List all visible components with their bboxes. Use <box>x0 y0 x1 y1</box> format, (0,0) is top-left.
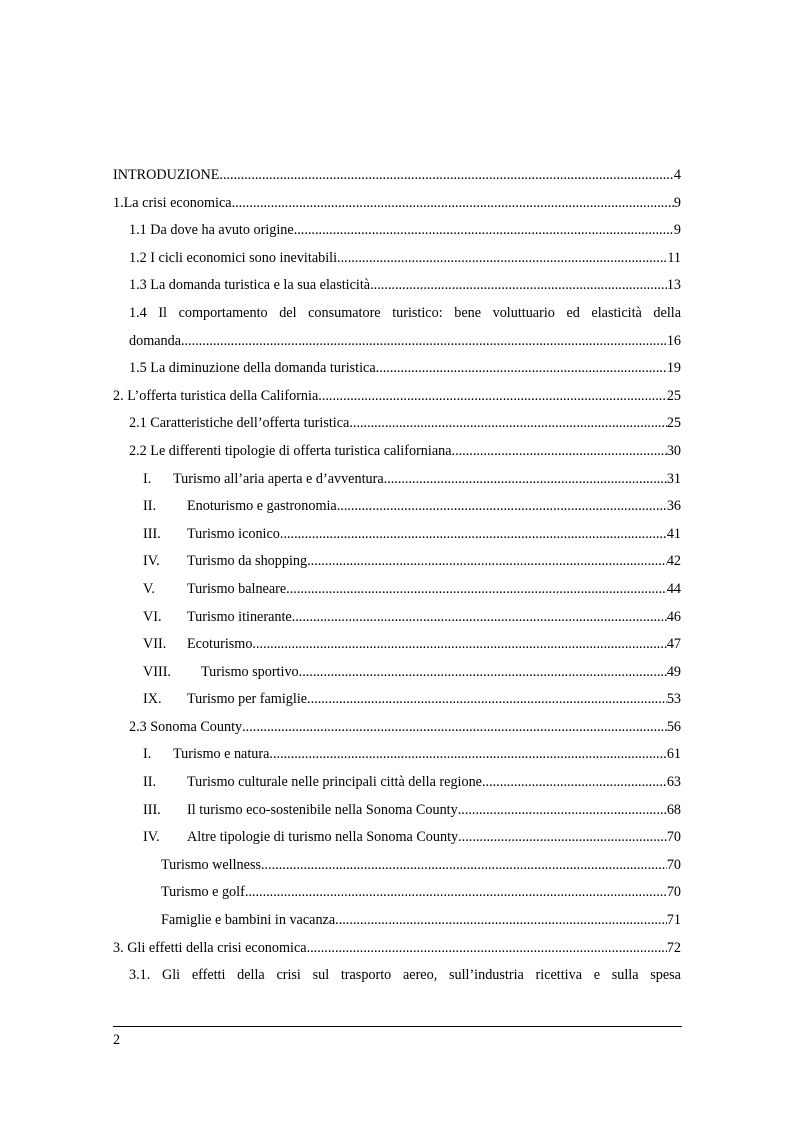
toc-entry-2-2-ix[interactable] <box>113 686 681 714</box>
toc-entry-number: V. <box>143 580 155 597</box>
toc-leader-dots <box>245 879 667 907</box>
toc-leader-dots <box>299 659 667 687</box>
toc-entry-page: 49 <box>666 663 681 680</box>
toc-entry-golf[interactable] <box>113 879 681 907</box>
toc-entry-title: Turismo iconico <box>187 525 280 542</box>
toc-entry-title: Ecoturismo. <box>187 636 256 653</box>
toc-entry-number: IV. <box>143 553 160 570</box>
toc-entry-title: 1.1 Da dove ha avuto origine <box>129 222 294 239</box>
toc-entry-title: Enoturismo e gastronomia. <box>187 498 341 515</box>
toc-entry-page: 68 <box>666 801 681 818</box>
toc-entry-title: Turismo sportivo <box>201 663 299 680</box>
toc-entry-number: III. <box>143 525 161 542</box>
toc-entry-number: I. <box>143 746 152 763</box>
toc-word: elasticità <box>591 304 642 321</box>
toc-word: ricettiva <box>535 967 583 984</box>
toc-entry-number: II. <box>143 774 156 791</box>
toc-leader-dots <box>219 162 674 190</box>
toc-entry-1-5[interactable] <box>113 355 681 383</box>
toc-word: turistico: <box>392 304 443 321</box>
toc-leader-dots <box>458 797 667 825</box>
toc-entry-title: 2.3 Sonoma County <box>129 718 243 735</box>
toc-leader-dots <box>452 438 667 466</box>
toc-entry-1-2[interactable] <box>113 245 681 273</box>
toc-entry-2-2-vi[interactable] <box>113 604 681 632</box>
toc-entry-page: 36 <box>666 498 681 515</box>
toc-leader-dots <box>337 245 667 273</box>
toc-entry-chapter-2[interactable] <box>113 383 681 411</box>
toc-entry-page: 31 <box>666 470 681 487</box>
toc-entry-2-2-ii[interactable] <box>113 493 681 521</box>
toc-word: della <box>653 304 681 321</box>
toc-word: consumatore <box>308 304 381 321</box>
toc-leader-dots <box>376 355 667 383</box>
toc-entry-title: Turismo itinerante. <box>187 608 296 625</box>
toc-entry-title: Turismo wellness <box>161 856 261 873</box>
toc-word: Il <box>158 304 167 321</box>
footer-rule <box>113 1026 682 1027</box>
toc-word: della <box>237 967 265 984</box>
toc-leader-dots <box>458 824 667 852</box>
toc-entry-page: 25 <box>666 415 681 432</box>
toc-word: aereo, <box>402 967 438 984</box>
toc-entry-number: VII. <box>143 636 167 653</box>
toc-entry-title: Altre tipologie di turismo nella Sonoma County <box>187 829 459 846</box>
toc-leader-dots <box>269 741 666 769</box>
toc-entry-1-3[interactable] <box>113 272 681 300</box>
table-of-contents <box>113 162 681 990</box>
page-number: 2 <box>113 1032 121 1048</box>
toc-leader-dots <box>232 190 674 218</box>
toc-entry-chapter-1[interactable] <box>113 190 681 218</box>
toc-leader-dots <box>349 410 666 438</box>
toc-entry-page: 9 <box>673 222 681 239</box>
toc-leader-dots <box>311 548 667 576</box>
toc-entry-title: 2. L’offerta turistica della California <box>113 387 319 404</box>
toc-entry-title: Turismo da shopping. <box>187 553 311 570</box>
toc-entry-title: 3. Gli effetti della crisi economica <box>113 939 307 956</box>
toc-entry-page: 30 <box>666 442 681 459</box>
toc-entry-2-2-iii[interactable] <box>113 521 681 549</box>
toc-entry-page: 25 <box>666 387 681 404</box>
toc-entry-title: Turismo balneare. <box>187 580 290 597</box>
toc-entry-title: Il turismo eco-sostenibile nella Sonoma County <box>187 801 458 818</box>
toc-entry-page: 46 <box>666 608 681 625</box>
toc-word: ed <box>566 304 580 321</box>
toc-word: 1.4 <box>129 304 147 321</box>
toc-word: del <box>279 304 297 321</box>
toc-entry-title: 2.2 Le differenti tipologie di offerta turistica californiana <box>129 442 452 459</box>
toc-entry-introduzione[interactable] <box>113 162 681 190</box>
toc-leader-dots <box>242 714 667 742</box>
toc-leader-dots <box>290 576 667 604</box>
toc-word: comportamento <box>178 304 268 321</box>
toc-word: voluttuario <box>492 304 555 321</box>
toc-entry-number: IV. <box>143 829 160 846</box>
toc-entry-page: 61 <box>666 746 681 763</box>
toc-entry-page: 19 <box>666 360 681 377</box>
toc-entry-2-2-vii[interactable] <box>113 631 681 659</box>
toc-entry-famiglie[interactable] <box>113 907 681 935</box>
toc-entry-2-2-i[interactable] <box>113 466 681 494</box>
toc-entry-title: Turismo per famiglie. <box>187 691 311 708</box>
toc-entry-page: 63 <box>666 774 681 791</box>
toc-leader-dots <box>295 604 667 632</box>
toc-entry-title: Turismo e golf <box>161 884 245 901</box>
toc-entry-chapter-3[interactable] <box>113 935 681 963</box>
toc-entry-page: 53 <box>666 691 681 708</box>
toc-entry-page: 71 <box>666 912 681 929</box>
toc-entry-page: 11 <box>667 249 681 266</box>
toc-word: sull’industria <box>448 967 524 984</box>
toc-leader-dots <box>482 769 667 797</box>
toc-leader-dots <box>311 686 667 714</box>
toc-leader-dots <box>370 272 667 300</box>
toc-leader-dots <box>335 907 667 935</box>
toc-entry-page: 70 <box>666 884 681 901</box>
toc-word: sul <box>312 967 330 984</box>
toc-entry-title: domanda <box>129 332 182 349</box>
toc-entry-2-3-iv[interactable] <box>113 824 681 852</box>
toc-leader-dots <box>307 935 667 963</box>
toc-entry-page: 56 <box>666 718 681 735</box>
toc-entry-1-4-line2[interactable] <box>113 328 681 356</box>
toc-entry-page: 70 <box>666 856 681 873</box>
toc-word: Gli <box>161 967 181 984</box>
toc-entry-page: 41 <box>666 525 681 542</box>
toc-word: bene <box>454 304 482 321</box>
toc-entry-2-2-iv[interactable] <box>113 548 681 576</box>
toc-entry-number: VIII. <box>143 663 171 680</box>
toc-entry-title: Turismo culturale nelle principali città della regione <box>187 774 482 791</box>
toc-entry-page: 13 <box>666 277 681 294</box>
toc-leader-dots <box>340 493 667 521</box>
toc-word: effetti <box>191 967 226 984</box>
toc-entry-1-4-line1[interactable] <box>113 300 681 328</box>
toc-entry-title: INTRODUZIONE <box>113 167 220 183</box>
toc-entry-2-3-ii[interactable] <box>113 769 681 797</box>
toc-entry-page: 16 <box>666 332 681 349</box>
toc-leader-dots <box>318 383 667 411</box>
toc-entry-title: 1.3 La domanda turistica e la sua elasticità <box>129 277 371 294</box>
toc-entry-2-3-iii[interactable] <box>113 797 681 825</box>
toc-entry-number: II. <box>143 498 156 515</box>
toc-entry-page: 47 <box>666 636 681 653</box>
toc-entry-number: III. <box>143 801 161 818</box>
toc-entry-2-3[interactable] <box>113 714 681 742</box>
toc-entry-number: VI. <box>143 608 162 625</box>
toc-leader-dots <box>261 852 667 880</box>
toc-entry-page: 44 <box>666 580 681 597</box>
toc-entry-number: I. <box>143 470 152 487</box>
toc-word: crisi <box>276 967 301 984</box>
toc-entry-title: Turismo e natura <box>173 746 270 763</box>
toc-leader-dots <box>280 521 667 549</box>
toc-entry-page: 70 <box>666 829 681 846</box>
toc-leader-dots <box>387 466 667 494</box>
toc-entry-title: 2.1 Caratteristiche dell’offerta turistica <box>129 415 350 432</box>
toc-entry-page: 72 <box>666 939 681 956</box>
toc-entry-title: Famiglie e bambini in vacanza <box>161 912 336 929</box>
toc-entry-number: IX. <box>143 691 162 708</box>
toc-entry-page: 4 <box>673 167 681 183</box>
toc-word: sulla <box>611 967 639 984</box>
toc-entry-page: 9 <box>673 194 681 211</box>
toc-entry-title: Turismo all’aria aperta e d’avventura. <box>173 470 388 487</box>
toc-entry-2-2[interactable] <box>113 438 681 466</box>
toc-entry-2-3-i[interactable] <box>113 741 681 769</box>
toc-entry-1-1[interactable] <box>113 217 681 245</box>
toc-leader-dots <box>294 217 674 245</box>
toc-entry-title: 1.2 I cicli economici sono inevitabili <box>129 249 338 266</box>
toc-word: spesa <box>650 967 681 984</box>
toc-entry-page: 42 <box>666 553 681 570</box>
toc-entry-2-2-viii[interactable] <box>113 659 681 687</box>
toc-word: e <box>593 967 601 984</box>
toc-entry-title: 1.La crisi economica <box>113 194 232 211</box>
toc-leader-dots <box>256 631 667 659</box>
toc-entry-title: 1.5 La diminuzione della domanda turistica <box>129 360 376 377</box>
toc-entry-3-1-line1[interactable] <box>113 962 681 990</box>
toc-leader-dots <box>181 328 667 356</box>
toc-entry-2-2-v[interactable] <box>113 576 681 604</box>
toc-entry-2-1[interactable] <box>113 410 681 438</box>
toc-entry-wellness[interactable] <box>113 852 681 880</box>
toc-word: 3.1. <box>129 967 151 984</box>
toc-word: trasporto <box>340 967 392 984</box>
